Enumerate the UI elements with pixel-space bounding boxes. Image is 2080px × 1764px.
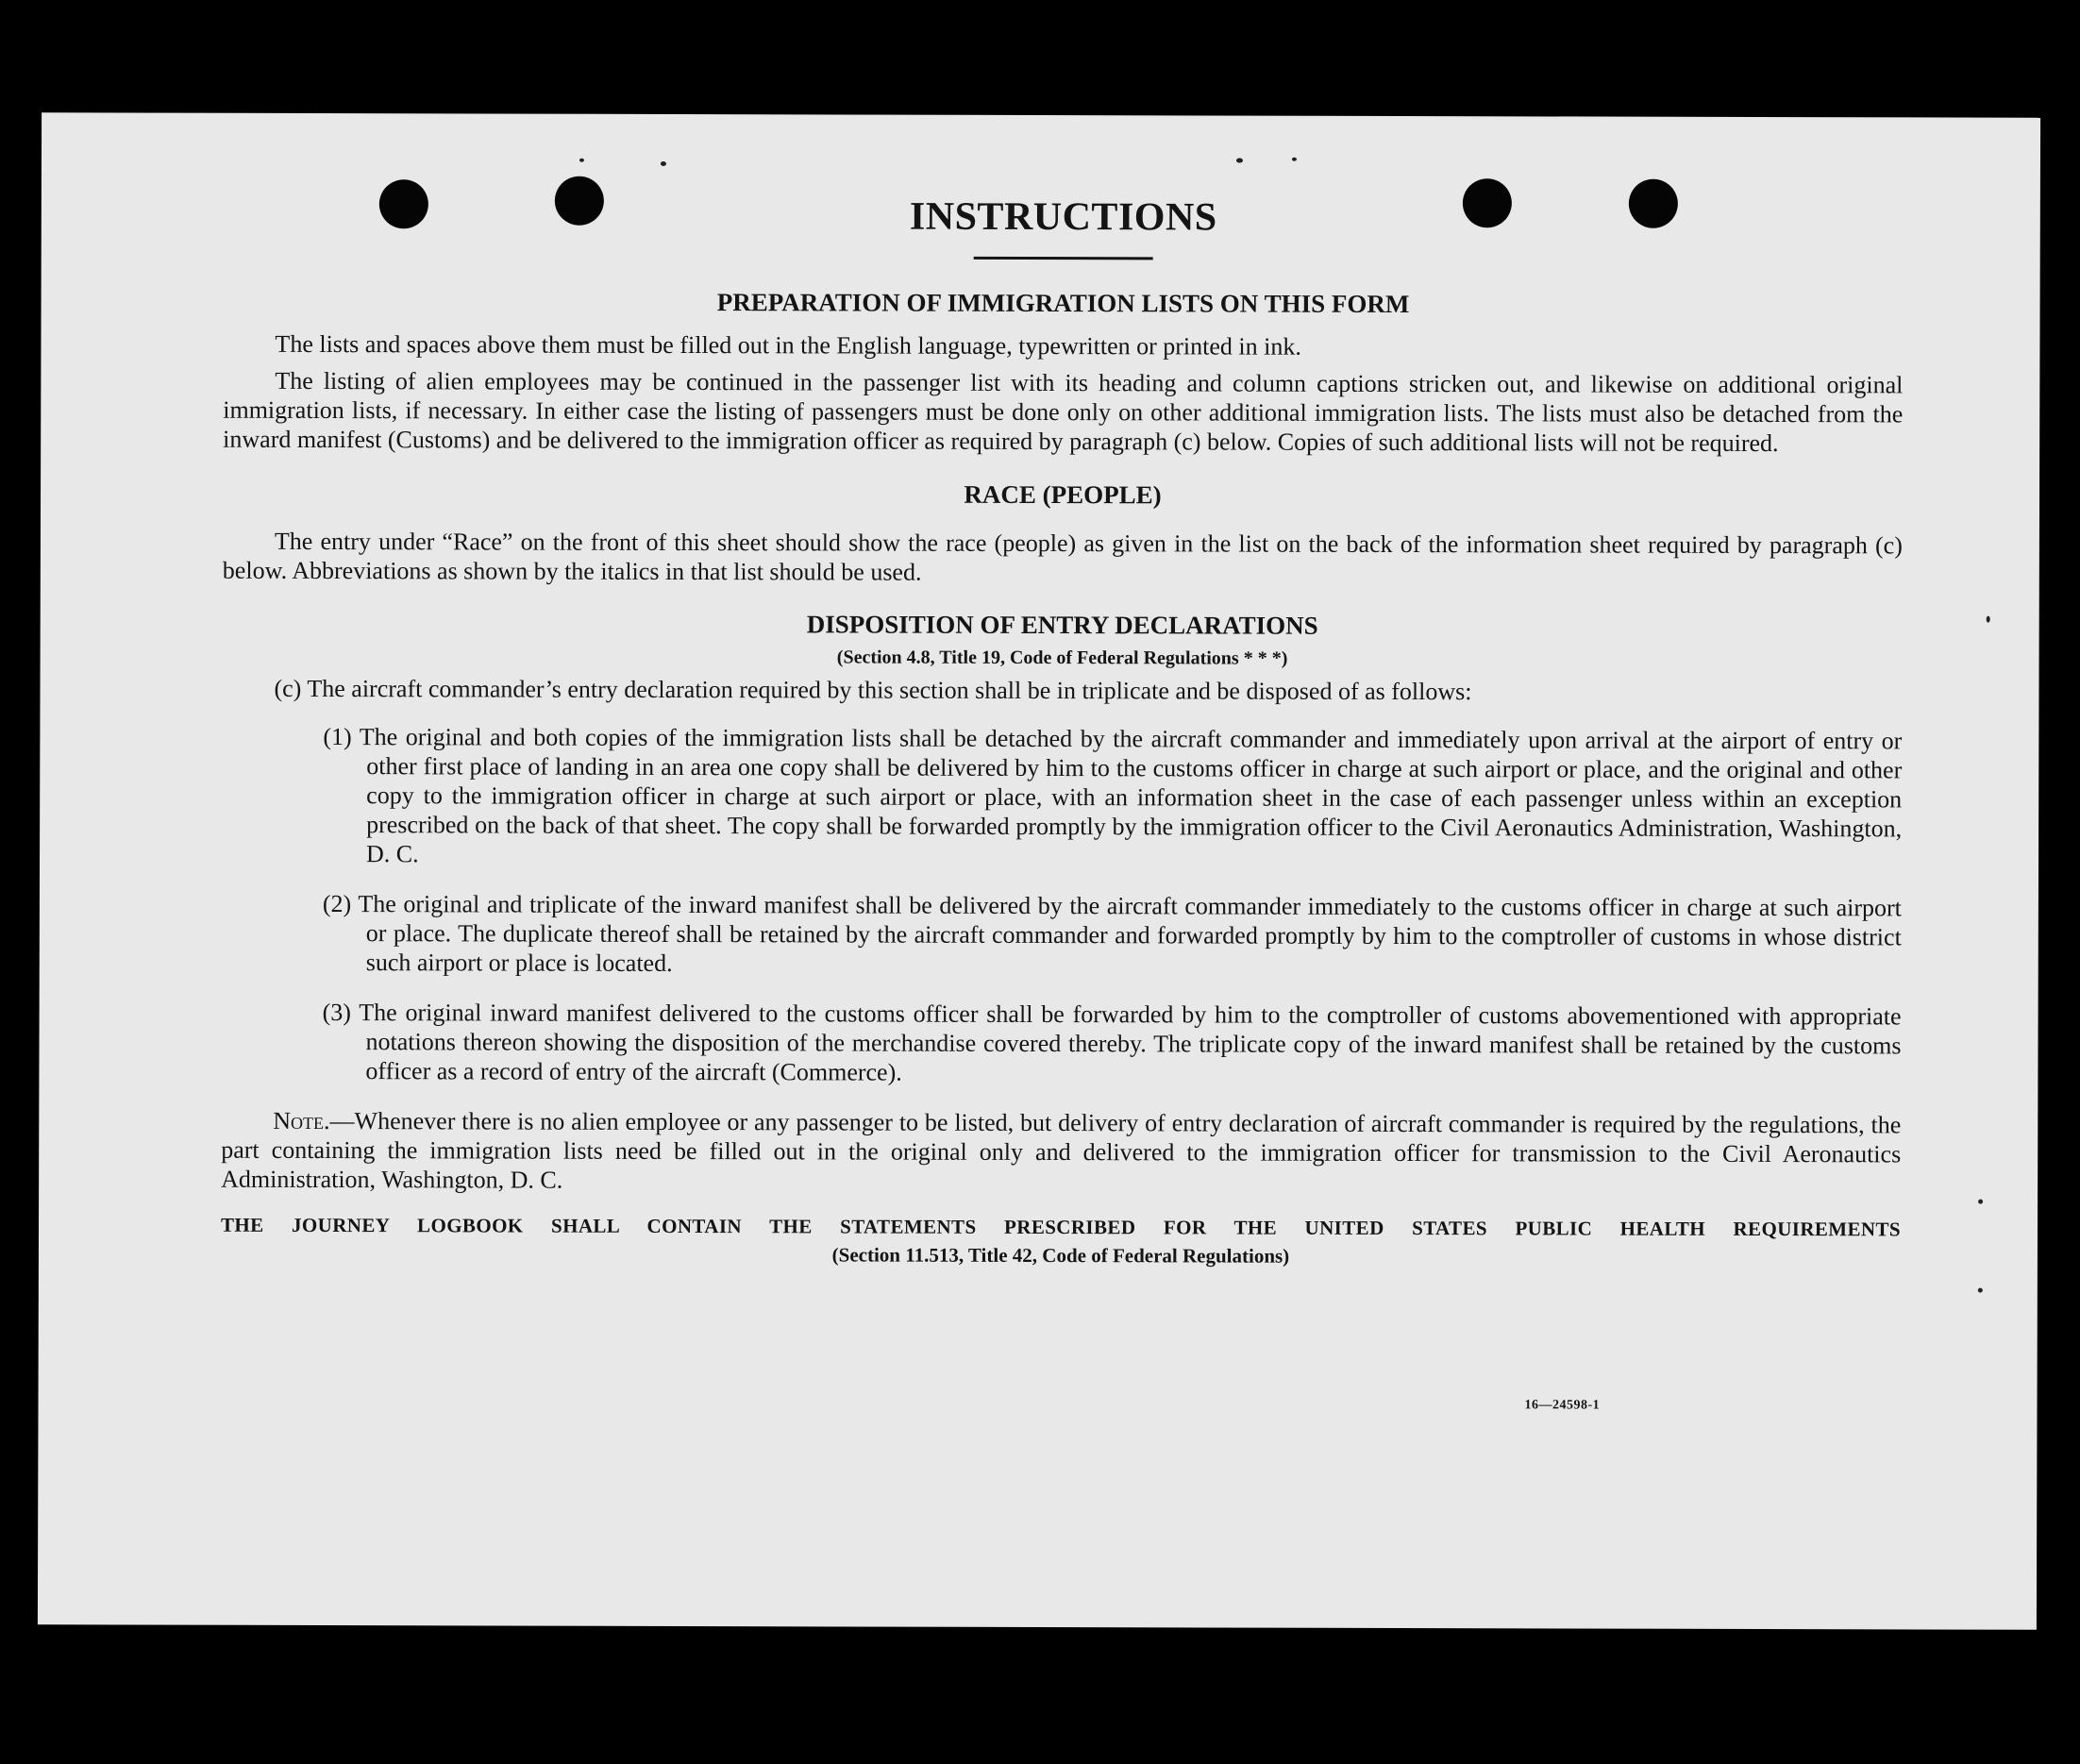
disposition-item-1: (1) The original and both copies of the immigration lists shall be detached by the aircraft commander and immediately upon arrival at the airport of entry or other first place of landing in an area one copy shall be delivered by him to the customs officer in charge at such airport or place, and the original and other copy to the immigration officer in charge at such airport or place, with an information sheet in the case of each passenger unless within an exception prescribed on the back of that sheet. The copy shall be forwarded promptly by the immigration officer to the Civil Aeronautics Administration, Washington, D. C. bbox=[323, 723, 1903, 868]
disposition-citation: (Section 4.8, Title 19, Code of Federal Regulations * * *) bbox=[836, 647, 1288, 669]
heading-preparation: PREPARATION OF IMMIGRATION LISTS ON THIS FORM bbox=[716, 288, 1410, 319]
form-number: 16—24598-1 bbox=[1524, 1398, 1601, 1413]
scan-speck bbox=[579, 159, 584, 162]
note-paragraph bbox=[221, 1106, 1901, 1199]
public-health-statement: THE JOURNEY LOGBOOK SHALL CONTAIN THE STATEMENTS PRESCRIBED FOR THE UNITED STATES PUBLIC HEALTH REQUIREMENTS bbox=[220, 1213, 1902, 1241]
note-label: Note. bbox=[273, 1106, 330, 1135]
public-health-citation: (Section 11.513, Title 42, Code of Federal Regulations) bbox=[831, 1243, 1290, 1268]
title-underline bbox=[974, 257, 1153, 260]
document-sheet bbox=[38, 112, 2040, 1630]
disposition-item-2: (2) The original and triplicate of the inward manifest shall be delivered by the aircraft commander immediately to the customs officer in charge at such airport or place. The duplicate thereof shall be retained by the aircraft commander and forwarded promptly by him to the comptroller of customs in whose district such airport or place is located. bbox=[322, 890, 1902, 977]
scan-speck bbox=[1292, 158, 1297, 161]
page-title: INSTRUCTIONS bbox=[909, 194, 1217, 240]
scan-speck bbox=[661, 161, 666, 166]
note-text: —Whenever there is no alien employee or any passenger to be listed, but delivery of entry declaration of aircraft commander is required by the regulations, the part containing the immigration lists need be filled out in the original only and delivered to the immigration officer for transmission to the Civil Aeronautics Administration, Washington, D. C. bbox=[221, 1107, 1902, 1194]
instructions-content bbox=[221, 170, 1904, 1270]
preparation-paragraph-2: The listing of alien employees may be continued in the passenger list with its heading and column captions stricken out, and likewise on additional original immigration lists, if necessary. In either case the listing of passengers must be done only on other additional immigration lists. The lists must also be detached from the inward manifest (Customs) and be delivered to the immigration officer as required by paragraph (c) below. Copies of such additional lists will not be required. bbox=[223, 366, 1904, 458]
heading-disposition: DISPOSITION OF ENTRY DECLARATIONS bbox=[806, 610, 1318, 640]
scan-speck bbox=[1987, 616, 1990, 623]
preparation-paragraph-1: The lists and spaces above them must be filled out in the English language, typewritten or printed in ink. bbox=[275, 329, 1301, 361]
heading-race: RACE (PEOPLE) bbox=[964, 479, 1162, 510]
disposition-intro: (c) The aircraft commander’s entry declaration required by this section shall be in triplicate and be disposed of as follows: bbox=[274, 674, 1472, 706]
scan-speck bbox=[1236, 159, 1243, 163]
scan-speck bbox=[1978, 1200, 1983, 1204]
race-paragraph: The entry under “Race” on the front of this sheet should show the race (people) as given in the list on the back of the information sheet required by paragraph (c) below. Abbreviations as shown by the italics in that list should be used. bbox=[222, 527, 1903, 586]
scan-speck bbox=[1978, 1288, 1983, 1293]
disposition-item-3: (3) The original inward manifest delivered to the customs officer shall be forwarded by him to the comptroller of customs abovementioned with appropriate notations thereon showing the disposition of the merchandise covered thereby. The triplicate copy of the inward manifest shall be retained by the customs officer as a record of entry of the aircraft (Commerce). bbox=[322, 999, 1902, 1086]
